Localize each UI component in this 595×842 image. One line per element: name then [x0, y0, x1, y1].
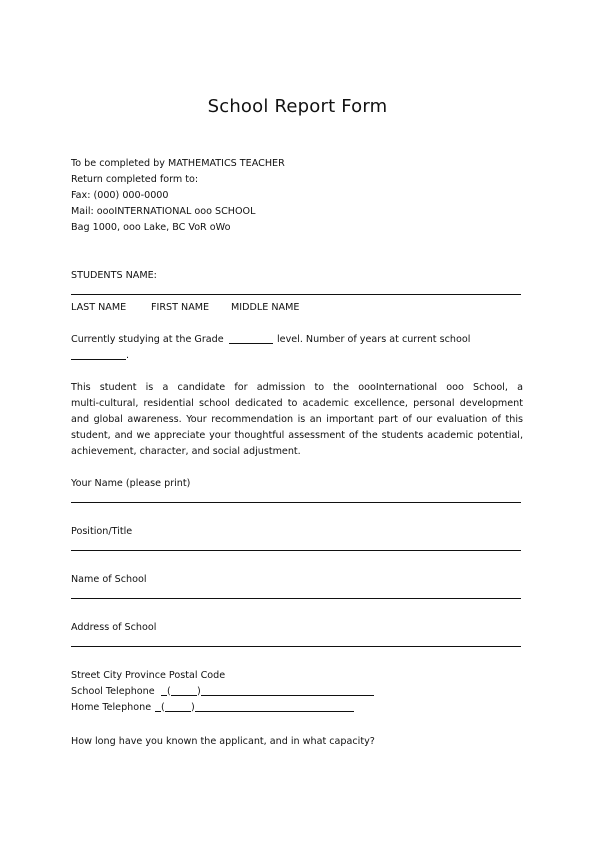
home-telephone-area-code-blank[interactable] — [165, 711, 191, 712]
school-telephone-number-blank[interactable] — [201, 695, 374, 696]
school-telephone-open-paren: ( — [167, 686, 171, 697]
years-at-school-blank[interactable] — [71, 359, 126, 360]
students-name-field-line[interactable] — [71, 294, 521, 295]
home-telephone-number-blank[interactable] — [195, 711, 354, 712]
return-to-line: Return completed form to: — [71, 174, 199, 185]
applicant-relationship-question: How long have you known the applicant, and in what capacity? — [71, 736, 375, 747]
address-parts-caption: Street City Province Postal Code — [71, 670, 226, 681]
address-line: Bag 1000, ooo Lake, BC VoR oWo — [71, 222, 231, 233]
middle-name-caption: MIDDLE NAME — [231, 302, 300, 313]
statement-line: multi-cultural, residential school dedicated to academic excellence, personal development — [71, 398, 523, 409]
home-telephone-open-paren: ( — [161, 702, 165, 713]
statement-line: student, and we appreciate your thoughtful assessment of the students academic potential, — [71, 430, 523, 441]
school-name-field-line[interactable] — [71, 598, 521, 599]
statement-line: achievement, character, and social adjustment. — [71, 446, 301, 457]
school-telephone-close-paren: ) — [197, 686, 201, 697]
school-telephone-area-code-blank[interactable] — [171, 695, 197, 696]
grade-line-end: . — [126, 350, 130, 361]
first-name-caption: FIRST NAME — [151, 302, 210, 313]
school-telephone-label: School Telephone — [71, 686, 155, 697]
form-title: School Report Form — [207, 96, 388, 117]
fax-line: Fax: (000) 000-0000 — [71, 190, 169, 201]
grade-line-part1: Currently studying at the Grade — [71, 334, 224, 345]
last-name-caption: LAST NAME — [71, 302, 127, 313]
position-title-field-line[interactable] — [71, 550, 521, 551]
home-telephone-label: Home Telephone — [71, 702, 152, 713]
completed-by-line: To be completed by MATHEMATICS TEACHER — [71, 158, 285, 169]
school-name-label: Name of School — [71, 574, 147, 585]
home-telephone-close-paren: ) — [191, 702, 195, 713]
mail-line: Mail: oooINTERNATIONAL ooo SCHOOL — [71, 206, 256, 217]
students-name-label: STUDENTS NAME: — [71, 270, 157, 281]
school-address-field-line[interactable] — [71, 646, 521, 647]
grade-blank[interactable] — [229, 343, 273, 344]
statement-line: and global awareness. Your recommendation is an important part of our evaluation of this — [71, 414, 523, 425]
grade-line-part2: level. Number of years at current school — [277, 334, 471, 345]
your-name-field-line[interactable] — [71, 502, 521, 503]
statement-paragraph — [71, 380, 523, 460]
position-title-label: Position/Title — [71, 526, 133, 537]
statement-line: This student is a candidate for admission to the oooInternational ooo School, a — [71, 382, 523, 393]
school-address-label: Address of School — [71, 622, 157, 633]
your-name-label: Your Name (please print) — [71, 478, 191, 489]
